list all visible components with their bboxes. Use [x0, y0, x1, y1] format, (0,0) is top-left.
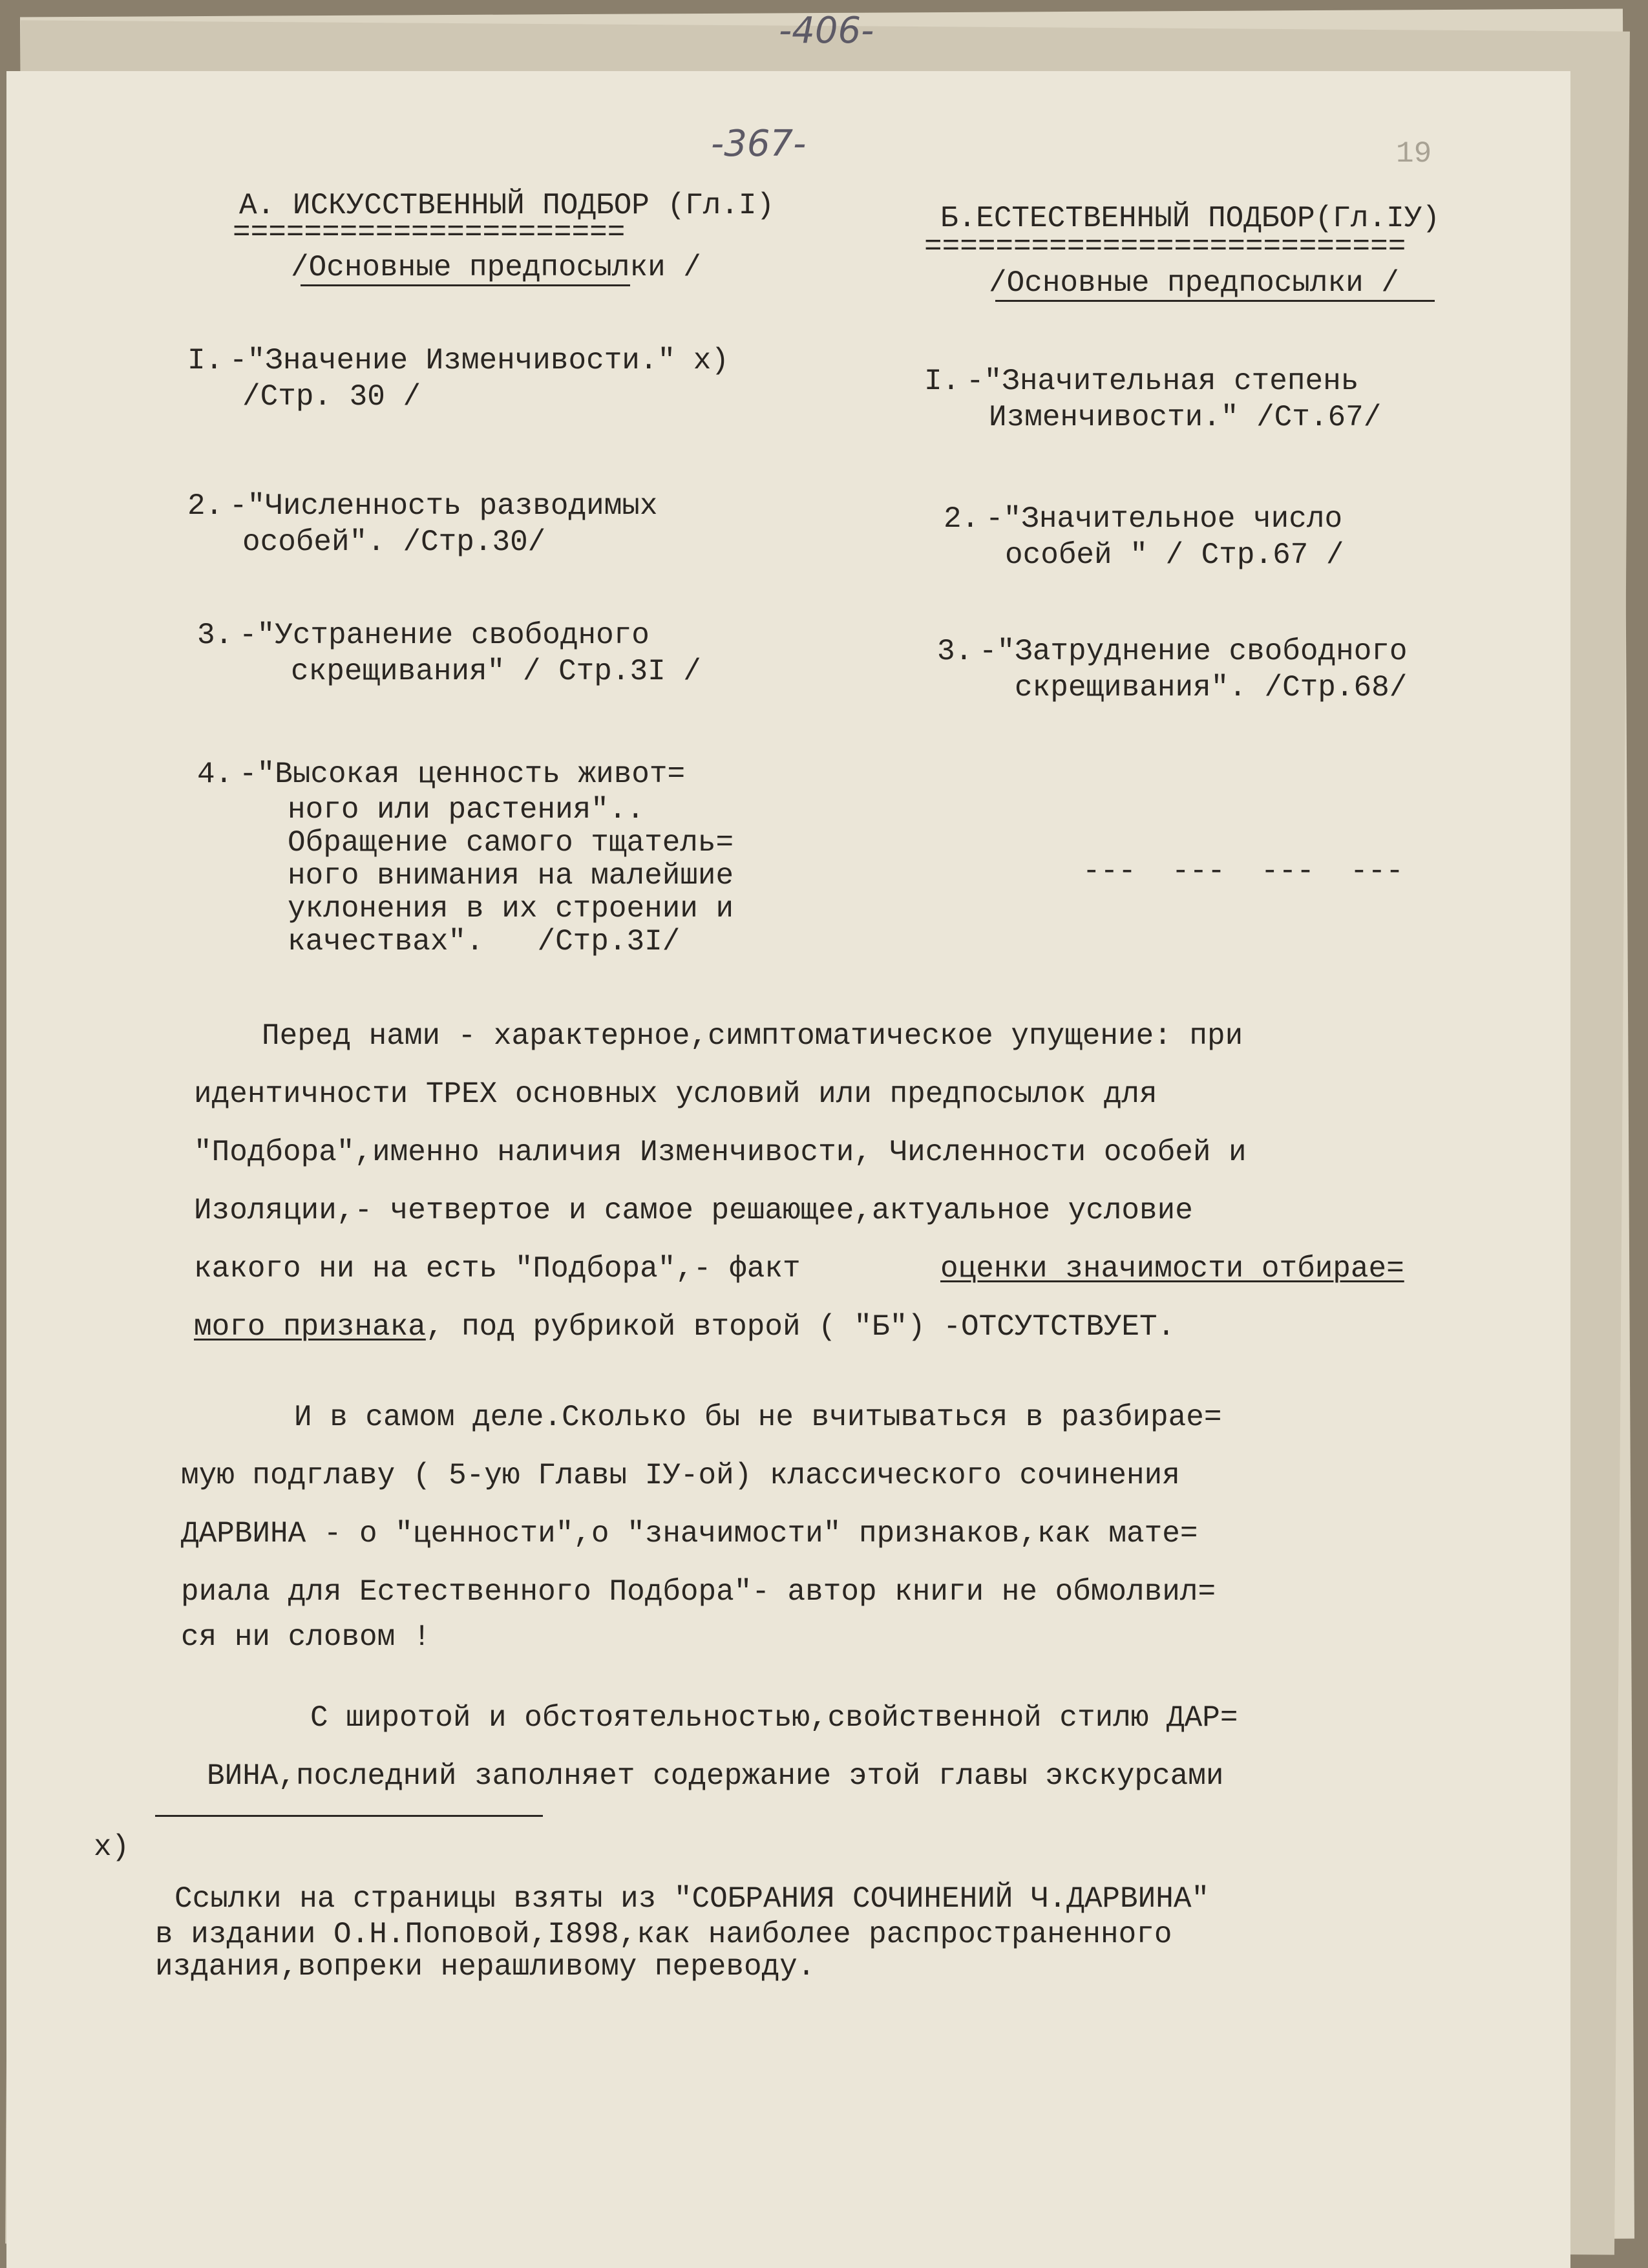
- p1-line-6-tail: , под рубрикой второй ( "Б") -ОТСУТСТВУЕТ.: [425, 1310, 1176, 1344]
- p1-line-2: идентичности ТРЕХ основных условий или предпосылок для: [194, 1077, 1157, 1111]
- footnote-line-2: в издании О.Н.Поповой,I898,как наиболее распространенного: [155, 1918, 1172, 1951]
- footnote-marker: х): [94, 1830, 130, 1864]
- right-heading-underline: ===========================: [924, 230, 1406, 264]
- left-item-1-line-1: -"Значение Изменчивости." х): [229, 344, 729, 377]
- left-item-2-line-2: особей". /Стр.30/: [242, 525, 546, 559]
- right-dashes: --- --- --- ---: [1083, 854, 1404, 888]
- left-item-4-num: 4.: [197, 758, 233, 791]
- p3-line-2: ВИНА,последний заполняет содержание этой главы экскурсами: [207, 1759, 1224, 1793]
- footnote-line-1: Ссылки на страницы взяты из "СОБРАНИЯ СОЧИНЕНИЙ Ч.ДАРВИНА": [174, 1882, 1210, 1916]
- p2-line-5: ся ни словом !: [181, 1620, 431, 1654]
- left-item-1-num: I.: [187, 344, 224, 377]
- p2-line-1: И в самом деле.Сколько бы не вчитываться в разбирае=: [294, 1401, 1222, 1434]
- ghost-page-number: 19: [1396, 137, 1432, 171]
- left-subheading: /Основные предпосылки /: [291, 251, 701, 284]
- page-number: -367-: [711, 123, 807, 165]
- right-item-1-num: I.: [924, 365, 960, 398]
- left-heading: А. ИСКУССТВЕННЫЙ ПОДБОР (Гл.I): [239, 189, 775, 222]
- left-item-3-num: 3.: [197, 619, 233, 652]
- p1-line-1: Перед нами - характерное,симптоматическое упущение: при: [262, 1019, 1243, 1053]
- right-item-2-num: 2.: [944, 502, 980, 536]
- left-heading-underline: ======================: [233, 216, 626, 249]
- right-item-2-line-2: особей " / Стр.67 /: [1005, 538, 1344, 572]
- p2-line-4: риала для Естественного Подбора"- автор книги не обмолвил=: [181, 1575, 1216, 1609]
- right-subheading: /Основные предпосылки /: [989, 266, 1399, 300]
- footnote-line-3: издания,вопреки нерашливому переводу.: [155, 1950, 816, 1984]
- p1-underlined-phrase-b: мого признака: [194, 1310, 426, 1344]
- left-item-4-line-3: Обращение самого тщатель=: [288, 826, 734, 860]
- right-item-3-num: 3.: [937, 635, 973, 668]
- archive-number: -406-: [779, 10, 874, 52]
- left-item-4-line-5: уклонения в их строении и: [288, 892, 734, 926]
- left-item-4-line-2: ного или растения"..: [288, 793, 645, 827]
- footnote-rule: [155, 1815, 543, 1817]
- left-item-4-line-1: -"Высокая ценность живот=: [239, 758, 686, 791]
- p1-line-4: Изоляции,- четвертое и самое решающее,актуальное условие: [194, 1194, 1193, 1227]
- p1-line-3: "Подбора",именно наличия Изменчивости, Численности особей и: [194, 1136, 1247, 1169]
- p2-line-2: мую подглаву ( 5-ую Главы IУ-ой) классического сочинения: [181, 1459, 1180, 1492]
- right-item-1-line-1: -"Значительная степень: [966, 365, 1359, 398]
- typed-page: [6, 71, 1570, 2268]
- left-item-1-line-2: /Стр. 30 /: [242, 380, 421, 414]
- left-item-3-line-2: скрещивания" / Стр.3I /: [291, 655, 701, 688]
- left-item-2-num: 2.: [187, 489, 224, 523]
- left-item-3-line-1: -"Устранение свободного: [239, 619, 650, 652]
- right-item-2-line-1: -"Значительное число: [986, 502, 1343, 536]
- right-item-3-line-1: -"Затруднение свободного: [979, 635, 1408, 668]
- left-item-4-line-4: ного внимания на малейшие: [288, 859, 734, 893]
- left-item-4-line-6: качествах". /Стр.3I/: [288, 925, 681, 959]
- p3-line-1: С широтой и обстоятельностью,свойственной стилю ДАР=: [310, 1701, 1238, 1735]
- p1-underlined-phrase-a: оценки значимости отбирае=: [940, 1252, 1404, 1286]
- right-item-3-line-2: скрещивания". /Стр.68/: [1015, 671, 1408, 705]
- right-item-1-line-2: Изменчивости." /Ст.67/: [989, 401, 1382, 434]
- p2-line-3: ДАРВИНА - о "ценности",о "значимости" признаков,как мате=: [181, 1517, 1198, 1551]
- right-subheading-rule: [995, 300, 1435, 302]
- right-heading: Б.ЕСТЕСТВЕННЫЙ ПОДБОР(Гл.IУ): [940, 202, 1440, 235]
- left-subheading-rule: [301, 284, 630, 286]
- left-item-2-line-1: -"Численность разводимых: [229, 489, 658, 523]
- p1-line-5: какого ни на есть "Подбора",- факт: [194, 1252, 801, 1286]
